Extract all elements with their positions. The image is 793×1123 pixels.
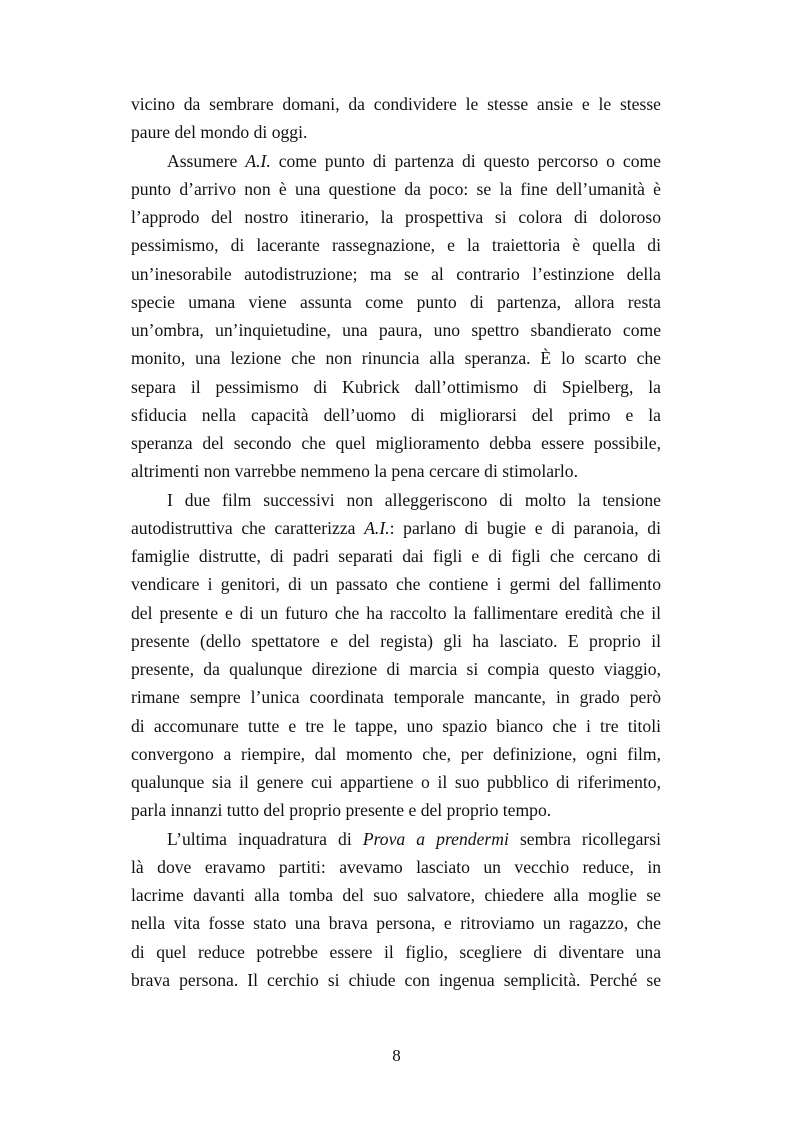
text-line: di accomunare tutte e tre le tappe, uno spazio bianco che i tre titoli — [131, 715, 661, 736]
text-line: un’inesorabile autodistruzione; ma se al contrario l’estinzione della — [131, 263, 661, 284]
text-line: parla innanzi tutto del proprio presente e del proprio tempo. — [131, 800, 552, 821]
text-line: autodistruttiva che caratterizza A.I.: parlano di bugie e di paranoia, di — [131, 517, 661, 538]
text-line: speranza del secondo che quel miglioramento debba essere possibile, — [131, 433, 661, 453]
text-line: Assumere A.I. come punto di partenza di questo percorso o come — [167, 150, 661, 171]
text-line: convergono a riempire, dal momento che, per definizione, ogni film, — [131, 743, 661, 764]
text-line: L’ultima inquadratura di Prova a prendermi sembra ricollegarsi — [167, 828, 661, 849]
text-line: punto d’arrivo non è una questione da poco: se la fine dell’umanità è — [131, 178, 661, 199]
text-line: nella vita fosse stato una brava persona, e ritroviamo un ragazzo, che — [131, 913, 661, 934]
text-line: là dove eravamo partiti: avevamo lasciato un vecchio reduce, in — [131, 856, 661, 877]
text-line: paure del mondo di oggi. — [131, 122, 308, 143]
document-body — [131, 90, 661, 994]
text-line: I due film successivi non alleggeriscono di molto la tensione — [167, 489, 661, 510]
text-line: del presente e di un futuro che ha raccolto la fallimentare eredità che il — [131, 602, 661, 623]
text-line: lacrime davanti alla tomba del suo salvatore, chiedere alla moglie se — [131, 885, 661, 905]
text-line: vendicare i genitori, di un passato che contiene i germi del fallimento — [131, 574, 661, 595]
text-line: qualunque sia il genere cui appartiene o il suo pubblico di riferimento, — [131, 772, 661, 792]
italic-title: A.I. — [245, 150, 271, 171]
text-line: specie umana viene assunta come punto di partenza, allora resta — [131, 291, 661, 312]
italic-title: A.I. — [364, 517, 390, 538]
paragraph — [131, 825, 661, 995]
paragraph — [131, 90, 661, 147]
text-line: un’ombra, un’inquietudine, una paura, uno spettro sbandierato come — [131, 320, 661, 340]
text-line: altrimenti non varrebbe nemmeno la pena cercare di stimolarlo. — [131, 461, 578, 482]
text-line: brava persona. Il cerchio si chiude con ingenua semplicità. Perché se — [131, 969, 661, 990]
text-line: monito, una lezione che non rinuncia alla speranza. È lo scarto che — [131, 348, 661, 369]
text-line: l’approdo del nostro itinerario, la prospettiva si colora di doloroso — [131, 207, 661, 227]
page-number: 8 — [392, 1046, 401, 1065]
text-line: separa il pessimismo di Kubrick dall’ottimismo di Spielberg, la — [131, 376, 661, 397]
paragraph — [131, 486, 661, 825]
text-line: famiglie distrutte, di padri separati dai figli e di figli che cercano di — [131, 546, 661, 566]
text-line: sfiducia nella capacità dell’uomo di migliorarsi del primo e la — [131, 404, 661, 425]
text-line: rimane sempre l’unica coordinata temporale mancante, in grado però — [131, 687, 661, 708]
text-line: pessimismo, di lacerante rassegnazione, e la traiettoria è quella di — [131, 235, 661, 256]
text-line: vicino da sembrare domani, da condividere le stesse ansie e le stesse — [131, 94, 661, 114]
text-line: presente (dello spettatore e del regista) gli ha lasciato. E proprio il — [131, 630, 661, 651]
text-line: presente, da qualunque direzione di marcia si compia questo viaggio, — [131, 659, 661, 679]
paragraph — [131, 147, 661, 486]
text-line: di quel reduce potrebbe essere il figlio, scegliere di diventare una — [131, 941, 661, 962]
italic-title: Prova a prendermi — [362, 828, 509, 849]
